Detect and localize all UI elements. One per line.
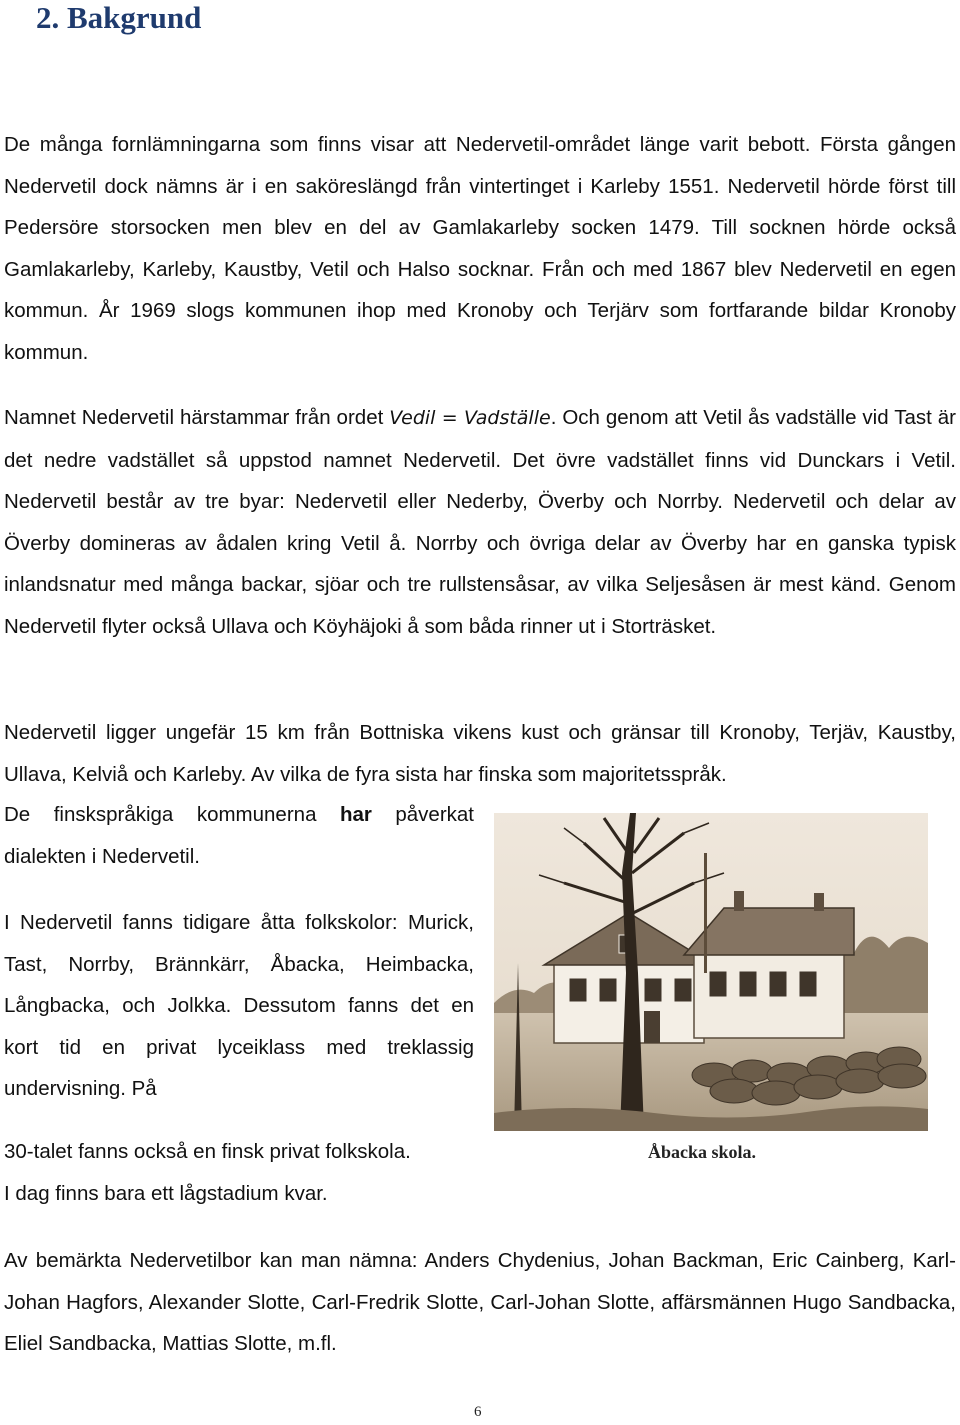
schools-line-finnish: 30-talet fanns också en finsk privat folkskola. [4, 1140, 411, 1163]
paragraph-name-origin [4, 397, 956, 647]
paragraph-schools: I Nedervetil fanns tidigare åtta folkskolor: Murick, Tast, Norrby, Brännkärr, Åbacka, Heimbacka, Långbacka, och Jolkka. Dessutom fanns det en kort tid en privat lyceiklass med treklassig undervisning. På [4, 911, 474, 1100]
paragraph-history: De många fornlämningarna som finns visar att Nedervetil-området länge varit bebott. Första gången Nedervetil dock nämns är i en saköreslängd från vintertinget i Karleby 1551. Nedervetil hörde först till Pedersöre storsocken men blev en del av Gamlakarleby socken 1479. Till socknen hörde också Gamlakarleby, Karleby, Kaustby, Vetil och Halso socknar. Från och med 1867 blev Nedervetil en egen kommun. År 1969 slogs kommunen ihop med Kronoby och Terjärv som fortfarande bildar Kronoby kommun. [4, 133, 956, 364]
photo-caption: Åbacka skola. [648, 1142, 757, 1162]
paragraph-dialect [4, 794, 474, 877]
paragraph-location: Nedervetil ligger ungefär 15 km från Bottniska vikens kust och gränsar till Kronoby, Terjäv, Kaustby, Ullava, Kelviå och Karleby. Av vilka de fyra sista har finska som majoritetsspråk. [4, 721, 956, 786]
page-number: 6 [474, 1404, 482, 1420]
paragraph-schools-continued [4, 1131, 484, 1214]
name-origin-text-rest: . Och genom att Vetil ås vadställe vid Tast är det nedre vadstället så uppstod namnet Nedervetil. Det övre vadstället finns vid Dunckars i Vetil. Nedervetil består av tre byar: Nedervetil eller Nederby, Överby och Norrby. Nedervetil och delar av Överby domineras av ådalen kring Vetil å. Norrby och övriga delar av Överby har en ganska typisk inlandsnatur med många backar, sjöar och tre rullstensåsar, av vilka Seljesåsen är mest känd. Genom Nedervetil flyter också Ullava och Köyhäjoki å som båda rinner ut i Storträsket. [4, 406, 956, 638]
name-origin-emphasis: Vedil = Vadställe [389, 407, 551, 429]
school-photo [494, 813, 928, 1131]
dialect-bold-word: har [339, 803, 372, 826]
dialect-text-rest: påverkat dialekten i Nedervetil. [4, 803, 474, 868]
name-origin-text-start: Namnet Nedervetil härstammar från ordet [4, 406, 390, 429]
school-photo-illustration [494, 813, 928, 1131]
section-heading: 2. Bakgrund [36, 0, 202, 35]
dialect-text-start: De finskspråkiga kommunerna [4, 803, 340, 826]
schools-line-today: I dag finns bara ett lågstadium kvar. [4, 1181, 328, 1205]
paragraph-notable-people: Av bemärkta Nedervetilbor kan man nämna: Anders Chydenius, Johan Backman, Eric Cainberg, Karl-Johan Hagfors, Alexander Slotte, Carl-Fredrik Slotte, Carl-Johan Slotte, affärsmännen Hugo Sandbacka, Eliel Sandbacka, Mattias Slotte, m.fl. [4, 1249, 956, 1355]
